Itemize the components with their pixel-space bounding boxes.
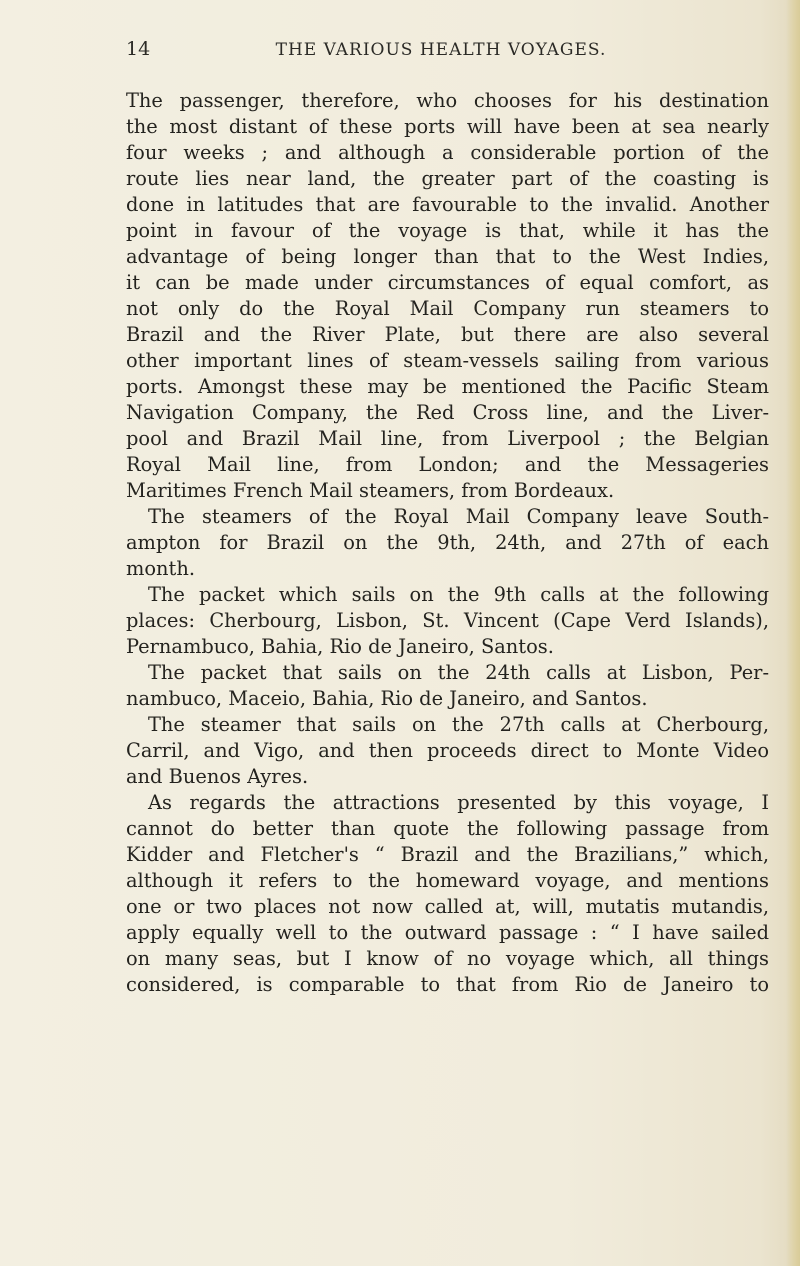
text-line: done in latitudes that are favourable to the invalid. Another [126,193,769,216]
text-line: route lies near land, the greater part of the coasting is [126,167,769,190]
text-line: apply equally well to the outward passage : “ I have sailed [126,921,769,944]
page-edge-shadow [786,0,800,1266]
text-line: Royal Mail line, from London; and the Messageries [126,453,769,476]
text-line: considered, is comparable to that from Rio de Janeiro to [126,973,769,996]
text-line: and Buenos Ayres. [126,765,309,788]
text-line: As regards the attractions presented by this voyage, I [148,791,769,814]
text-line: ports. Amongst these may be mentioned the Pacific Steam [126,375,769,398]
body-text [126,88,769,998]
text-line: nambuco, Maceio, Bahia, Rio de Janeiro, and Santos. [126,687,648,710]
text-line: Navigation Company, the Red Cross line, and the Liver- [126,401,769,424]
text-line: Kidder and Fletcher's “ Brazil and the Brazilians,” which, [126,843,769,866]
text-line: Pernambuco, Bahia, Rio de Janeiro, Santos. [126,635,554,658]
text-line: although it refers to the homeward voyage, and mentions [126,869,769,892]
text-line: The steamers of the Royal Mail Company leave South- [148,505,769,528]
text-line: other important lines of steam-vessels sailing from various [126,349,769,372]
text-line: cannot do better than quote the following passage from [126,817,769,840]
page-header [126,38,756,68]
text-line: on many seas, but I know of no voyage which, all things [126,947,769,970]
text-line: four weeks ; and although a considerable portion of the [126,141,769,164]
text-line: ampton for Brazil on the 9th, 24th, and 27th of each [126,531,769,554]
text-line: The passenger, therefore, who chooses for his destination [126,89,769,112]
running-title: THE VARIOUS HEALTH VOYAGES. [275,40,607,60]
text-line: month. [126,557,195,580]
text-line: the most distant of these ports will have been at sea nearly [126,115,769,138]
text-line: point in favour of the voyage is that, while it has the [126,219,769,242]
text-line: pool and Brazil Mail line, from Liverpool ; the Belgian [126,427,769,450]
text-line: it can be made under circumstances of equal comfort, as [126,271,769,294]
text-line: not only do the Royal Mail Company run steamers to [126,297,769,320]
text-line: The packet that sails on the 24th calls at Lisbon, Per- [148,661,769,684]
text-line: Maritimes French Mail steamers, from Bordeaux. [126,479,615,502]
text-line: Carril, and Vigo, and then proceeds direct to Monte Video [126,739,769,762]
page-number: 14 [126,38,151,60]
text-line: The steamer that sails on the 27th calls at Cherbourg, [148,713,769,736]
text-line: Brazil and the River Plate, but there are also several [126,323,769,346]
text-line: one or two places not now called at, will, mutatis mutandis, [126,895,769,918]
text-line: places: Cherbourg, Lisbon, St. Vincent (Cape Verd Islands), [126,609,769,632]
text-line: advantage of being longer than that to the West Indies, [126,245,769,268]
text-line: The packet which sails on the 9th calls at the following [148,583,769,606]
